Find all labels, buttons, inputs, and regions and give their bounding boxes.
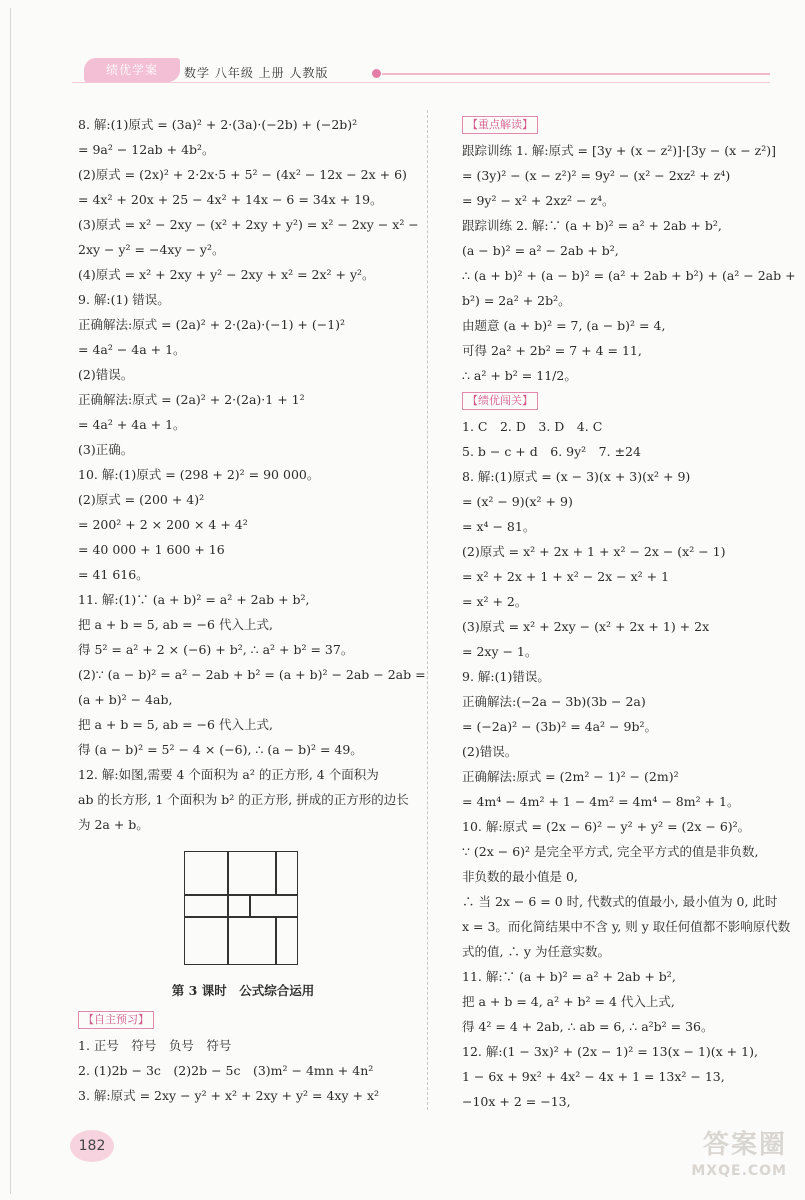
text-line: (3)原式 = x² + 2xy − (x² + 2x + 1) + 2x [462, 619, 710, 634]
text-line: 3. 解:原式 = 2xy − y² + x² + 2xy + y² = 4xy + x² [78, 1088, 380, 1103]
text-line: = 200² + 2 × 200 × 4 + 4² [78, 517, 248, 532]
square-tiling-figure [184, 851, 298, 965]
fig-line [249, 894, 251, 916]
section-tag-preview: 【自主预习】 [78, 1011, 154, 1029]
fig-line [275, 916, 277, 964]
text-line: = (−2a)² − (3b)² = 4a² − 9b²。 [462, 719, 657, 734]
text-line: 1. 正号 符号 负号 符号 [78, 1038, 232, 1053]
preview-answers [78, 1033, 408, 1108]
text-line: = x² + 2x + 1 + x² − 2x − x² + 1 [462, 569, 670, 584]
text-line: 2. (1)2b − 3c (2)2b − 5c (3)m² − 4mn + 4n² [78, 1063, 374, 1078]
text-line: (a + b)² − 4ab, [78, 692, 173, 707]
text-line: 由题意 (a + b)² = 7, (a − b)² = 4, [462, 318, 666, 333]
text-line: 把 a + b = 5, ab = −6 代入上式, [78, 617, 273, 632]
page-number: 182 [70, 1130, 114, 1162]
text-line: 得 (a − b)² = 5² − 4 × (−6), ∴ (a − b)² = 49。 [78, 742, 363, 757]
text-line: 正确解法:(−2a − 3b)(3b − 2a) [462, 694, 646, 709]
text-line: (2)错误。 [78, 367, 134, 382]
text-line: (2)错误。 [462, 744, 518, 759]
watermark-logo [691, 1132, 787, 1184]
text-line: 把 a + b = 5, ab = −6 代入上式, [78, 717, 273, 732]
watermark-url: MXQE.COM [691, 1163, 787, 1179]
text-line: (3)正确。 [78, 442, 134, 457]
right-column [462, 112, 796, 1114]
text-line: = 41 616。 [78, 567, 149, 582]
text-line: 12. 解:(1 − 3x)² + (2x − 1)² = 13(x − 1)(x + 1), [462, 1044, 758, 1059]
left-answers [78, 112, 426, 837]
text-line: = 4m⁴ − 4m² + 1 − 4m² = 4m⁴ − 8m² + 1。 [462, 794, 740, 809]
key-answers [462, 138, 796, 388]
brand-badge: 绩优学案 [84, 58, 180, 82]
text-line: ∴ 当 2x − 6 = 0 时, 代数式的值最小, 最小值为 0, 此时 [462, 894, 778, 909]
text-line: = 2xy − 1。 [462, 644, 538, 659]
text-line: −10x + 2 = −13, [462, 1094, 571, 1109]
text-line: = x⁴ − 81。 [462, 519, 536, 534]
text-line: ∵ (2x − 6)² 是完全平方式, 完全平方式的值是非负数, [462, 844, 759, 859]
text-line: 9. 解:(1)错误。 [462, 669, 550, 684]
text-line: 正确解法:原式 = (2a)² + 2·(2a)·(−1) + (−1)² [78, 317, 346, 332]
text-line: 1 − 6x + 9x² + 4x² − 4x + 1 = 13x² − 13, [462, 1069, 725, 1084]
text-line: 9. 解:(1) 错误。 [78, 292, 170, 307]
text-line: ab 的长方形, 1 个面积为 b² 的正方形, 拼成的正方形的边长 [78, 792, 409, 807]
header-underline [72, 82, 770, 83]
fig-line [227, 916, 297, 918]
fig-line [185, 894, 297, 896]
text-line: 把 a + b = 4, a² + b² = 4 代入上式, [462, 994, 675, 1009]
text-line: (4)原式 = x² + 2xy + y² − 2xy + x² = 2x² + y²。 [78, 267, 375, 282]
fig-line [275, 852, 277, 894]
section-tag-pass: 【绩优闯关】 [462, 392, 538, 410]
text-line: 得 5² = a² + 2 × (−6) + b², ∴ a² + b² = 37。 [78, 642, 354, 657]
text-line: ∴ (a + b)² + (a − b)² = (a² + 2ab + b²) + (a² − 2ab + [462, 268, 796, 283]
text-line: (2)原式 = x² + 2x + 1 + x² − 2x − (x² − 1) [462, 544, 726, 559]
text-line: = 9y² − x² + 2xz² − z⁴。 [462, 193, 615, 208]
text-line: 正确解法:原式 = (2m² − 1)² − (2m)² [462, 769, 679, 784]
text-line: 8. 解:(1)原式 = (x − 3)(x + 3)(x² + 9) [462, 469, 691, 484]
section-tag-key: 【重点解读】 [462, 116, 538, 134]
text-line: = 4a² + 4a + 1。 [78, 417, 186, 432]
text-line: 5. b − c + d 6. 9y² 7. ±24 [462, 444, 641, 459]
text-line: = 4a² − 4a + 1。 [78, 342, 186, 357]
text-line: 12. 解:如图,需要 4 个面积为 a² 的正方形, 4 个面积为 [78, 767, 379, 782]
text-line: = x² + 2。 [462, 594, 528, 609]
text-line: 1. C 2. D 3. D 4. C [462, 419, 603, 434]
text-line: 可得 2a² + 2b² = 7 + 4 = 11, [462, 343, 642, 358]
fig-line [227, 852, 229, 964]
text-line: 正确解法:原式 = (2a)² + 2·(2a)·1 + 1² [78, 392, 305, 407]
text-line: 8. 解:(1)原式 = (3a)² + 2·(3a)·(−2b) + (−2b)² [78, 117, 358, 132]
text-line: 得 4² = 4 + 2ab, ∴ ab = 6, ∴ a²b² = 36。 [462, 1019, 714, 1034]
text-line: = 4x² + 20x + 25 − 4x² + 14x − 6 = 34x + 19。 [78, 192, 383, 207]
watermark-main: 答案圈 [702, 1130, 787, 1160]
pass-answers [462, 414, 791, 1114]
text-line: 10. 解:原式 = (2x − 6)² − y² + y² = (2x − 6)²。 [462, 819, 751, 834]
text-line: 跟踪训练 1. 解:原式 = [3y + (x − z²)]·[3y − (x − z²)] [462, 143, 776, 158]
text-line: 10. 解:(1)原式 = (298 + 2)² = 90 000。 [78, 467, 320, 482]
header-title: 数学 八年级 上册 人教版 [184, 66, 329, 80]
text-line: (2)∵ (a − b)² = a² − 2ab + b² = (a + b)² − 2ab − 2ab = [78, 667, 426, 682]
text-line: ∴ a² + b² = 11/2。 [462, 368, 577, 383]
text-line: b²) = 2a² + 2b²。 [462, 293, 571, 308]
text-line: = 40 000 + 1 600 + 16 [78, 542, 225, 557]
page-header [72, 52, 772, 86]
text-line: (a − b)² = a² − 2ab + b², [462, 243, 619, 258]
text-line: (3)原式 = x² − 2xy − (x² + 2xy + y²) = x² − 2xy − x² − [78, 217, 419, 232]
text-line: (2)原式 = (200 + 4)² [78, 492, 205, 507]
text-line: 11. 解:(1)∵ (a + b)² = a² + 2ab + b², [78, 592, 310, 607]
lesson-title: 第 3 课时 公式综合运用 [171, 983, 315, 998]
text-line: 2xy − y² = −4xy − y²。 [78, 242, 225, 257]
left-column [78, 112, 426, 1108]
text-line: (2)原式 = (2x)² + 2·2x·5 + 5² − (4x² − 12x − 2x + 6) [78, 167, 407, 182]
fig-line [185, 916, 227, 918]
text-line: 11. 解:∵ (a + b)² = a² + 2ab + b², [462, 969, 676, 984]
text-line: 式的值, ∴ y 为任意实数。 [462, 944, 610, 959]
text-line: 非负数的最小值是 0, [462, 869, 578, 884]
header-dot-icon [372, 69, 381, 78]
text-line: = (x² − 9)(x² + 9) [462, 494, 573, 509]
column-divider [427, 110, 428, 1110]
header-rule [382, 73, 770, 75]
text-line: = 9a² − 12ab + 4b²。 [78, 142, 215, 157]
text-line: x = 3。而化简结果中不含 y, 则 y 取任何值都不影响原代数 [462, 919, 791, 934]
text-line: 跟踪训练 2. 解:∵ (a + b)² = a² + 2ab + b², [462, 218, 722, 233]
text-line: = (3y)² − (x − z²)² = 9y² − (x² − 2xz² + z⁴) [462, 168, 731, 183]
text-line: 为 2a + b。 [78, 817, 149, 832]
